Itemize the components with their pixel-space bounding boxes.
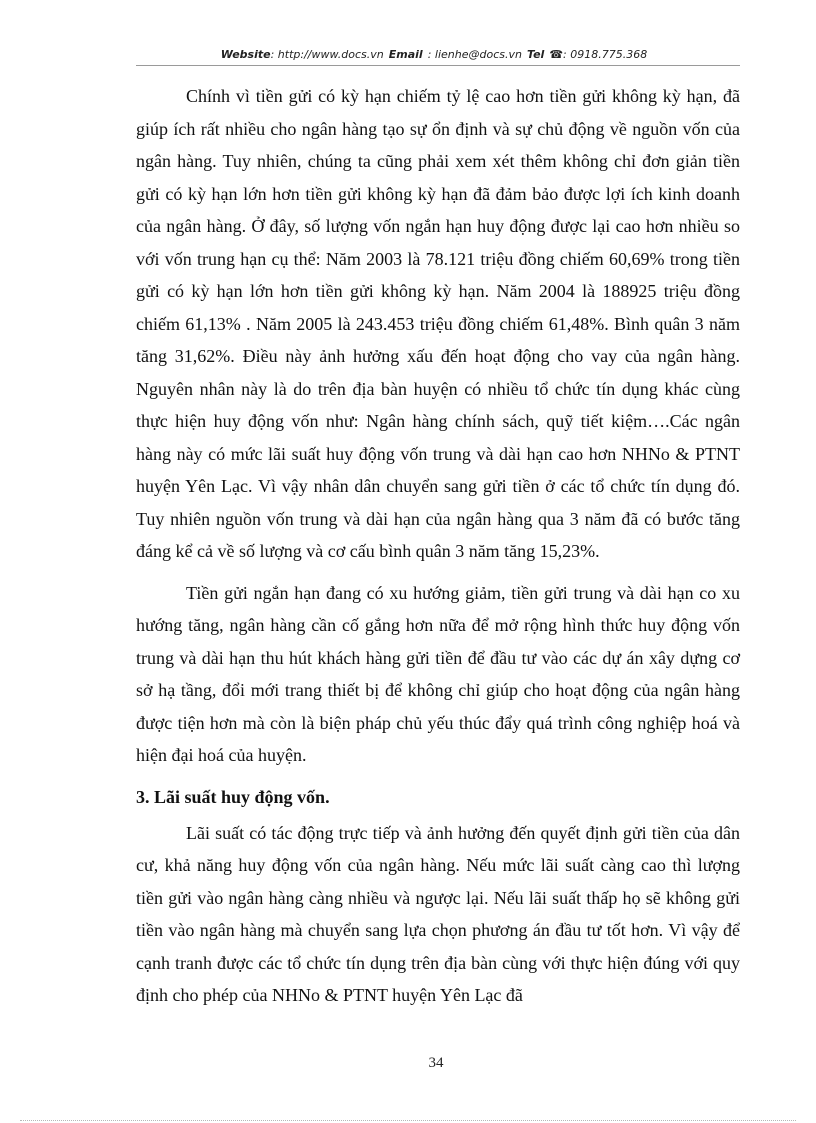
section-heading: 3. Lãi suất huy động vốn. — [136, 786, 330, 807]
page-bottom-border — [20, 1120, 796, 1121]
header-divider — [136, 65, 740, 66]
email-label: Email — [388, 48, 423, 61]
body-paragraph: Tiền gửi ngắn hạn đang có xu hướng giảm, tiền gửi trung và dài hạn co xu hướng tăng, ngân hàng cần cố gắng hơn nữa để mở rộng hình thức huy động vốn trung và dài hạn thu hút khách hàng gửi tiền để đầu tư vào các dự án xây dựng cơ sở hạ tầng, đổi mới trang thiết bị để không chỉ giúp cho hoạt động của ngân hàng được tiện hơn mà còn là biện pháp chủ yếu thúc đẩy quá trình công nghiệp hoá và hiện đại hoá của huyện. — [136, 582, 740, 765]
document-body — [136, 80, 740, 1021]
tel-label: Tel — [526, 48, 545, 61]
website-value: : http://www.docs.vn — [270, 48, 384, 61]
website-label: Website — [220, 48, 271, 61]
page-header — [136, 48, 732, 61]
email-value: : lienhe@docs.vn — [427, 48, 522, 61]
page-number: 34 — [428, 1055, 444, 1071]
body-paragraph: Lãi suất có tác động trực tiếp và ảnh hưởng đến quyết định gửi tiền của dân cư, khả năng huy động vốn của ngân hàng. Nếu mức lãi suất càng cao thì lượng tiền gửi vào ngân hàng càng nhiều và ngược lại. Nếu lãi suất thấp họ sẽ không gửi tiền vào ngân hàng mà chuyển sang lựa chọn phương án đầu tư tốt hơn. Vì vậy để cạnh tranh được các tổ chức tín dụng trên địa bàn cùng với thực hiện đúng với quy định cho phép của NHNo & PTNT huyện Yên Lạc đã — [136, 822, 740, 1005]
body-paragraph: Chính vì tiền gửi có kỳ hạn chiếm tỷ lệ cao hơn tiền gửi không kỳ hạn, đã giúp ích rất nhiều cho ngân hàng tạo sự ổn định và sự chủ động về nguồn vốn của ngân hàng. Tuy nhiên, chúng ta cũng phải xem xét thêm không chỉ đơn giản tiền gửi có kỳ hạn lớn hơn tiền gửi không kỳ hạn đã đảm bảo được lợi ích kinh doanh của ngân hàng. Ở đây, số lượng vốn ngắn hạn huy động được lại cao hơn nhiều so với vốn trung hạn cụ thể: Năm 2003 là 78.121 triệu đồng chiếm 60,69% trong tiền gửi có kỳ hạn lớn hơn tiền gửi không kỳ hạn. Năm 2004 là 188925 triệu đồng chiếm 61,13% . Năm 2005 là 243.453 triệu đồng chiếm 61,48%. Bình quân 3 năm tăng 31,62%. Điều này ảnh hưởng xấu đến hoạt động cho vay của ngân hàng. Nguyên nhân này là do trên địa bàn huyện có nhiều tổ chức tín dụng khác cùng thực hiện huy động vốn như: Ngân hàng chính sách, quỹ tiết kiệm….Các ngân hàng này có mức lãi suất huy động vốn trung và dài hạn cao hơn NHNo & PTNT huyện Yên Lạc. Vì vậy nhân dân chuyển sang gửi tiền ở các tổ chức tín dụng đó. Tuy nhiên nguồn vốn trung và dài hạn của ngân hàng qua 3 năm đã có bước tăng đáng kể cả về số lượng và cơ cấu bình quân 3 năm tăng 15,23%. — [136, 86, 740, 561]
phone-icon: ☎ — [549, 48, 564, 61]
tel-value: : 0918.775.368 — [563, 48, 648, 61]
